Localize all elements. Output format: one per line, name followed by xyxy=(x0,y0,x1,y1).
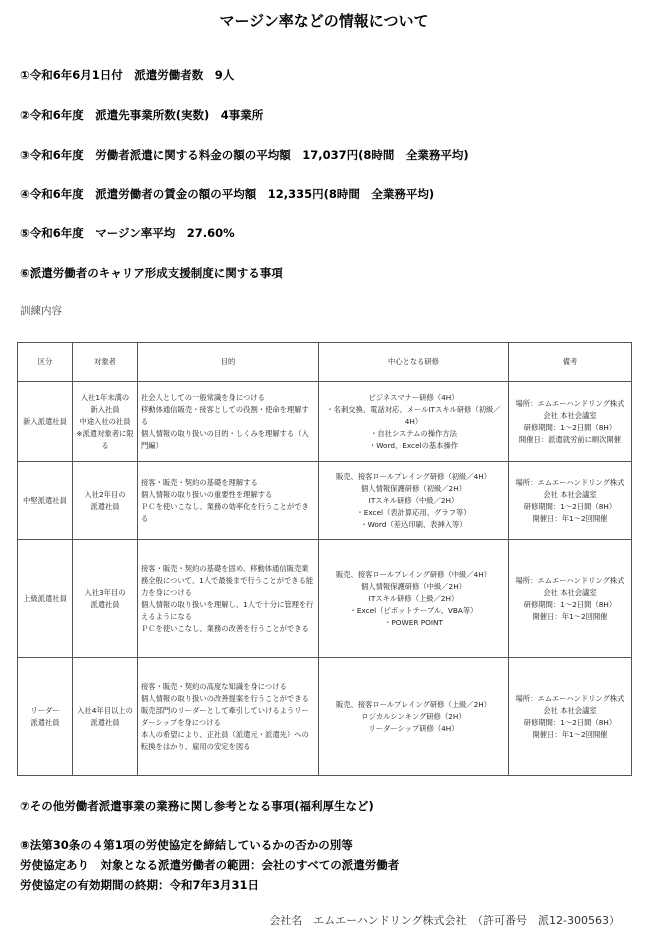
item-average-wage: ④令和6年度 派遣労働者の賃金の額の平均額 12,335円(8時間 全業務平均) xyxy=(20,187,435,201)
table-row xyxy=(18,658,632,776)
cell-target: 入社3年目の 派遣社員 xyxy=(73,540,138,658)
item-staff-count: ①令和6年6月1日付 派遣労働者数 9人 xyxy=(20,68,235,82)
training-label: 訓練内容 xyxy=(20,305,62,317)
cell-category: 新入派遣社員 xyxy=(18,382,73,462)
item-average-fee: ③令和6年度 労働者派遣に関する料金の額の平均額 17,037円(8時間 全業務平均) xyxy=(20,148,469,162)
table-row xyxy=(18,462,632,540)
item-margin-rate: ⑤令和6年度 マージン率平均 27.60% xyxy=(20,226,235,240)
cell-purpose: 接客・販売・契約の基礎を固め、移動体通信販売業務全般について、1人で最後まで行うことができる能力を身につける 個人情報の取り扱いを理解し、1人で十分に管理を行えるようになる ＰＣを使いこなし、業務の改善を行うことができる xyxy=(138,540,319,658)
cell-notes: 場所：エムエーハンドリング株式会社 本社会議室 研修期間：1～2日間（8H） 開催日：派遣就労前に順次開催 xyxy=(509,382,632,462)
header-training: 中心となる研修 xyxy=(319,343,509,382)
cell-category: 中堅派遣社員 xyxy=(18,462,73,540)
table-row xyxy=(18,382,632,462)
training-table xyxy=(17,342,632,776)
item-client-sites: ②令和6年度 派遣先事業所数(実数) 4事業所 xyxy=(20,108,264,122)
header-notes: 備考 xyxy=(509,343,632,382)
cell-target: 入社2年目の 派遣社員 xyxy=(73,462,138,540)
cell-notes: 場所：エムエーハンドリング株式会社 本社会議室 研修期間：1～2日間（8H） 開催日：年1～2回開催 xyxy=(509,540,632,658)
cell-target: 入社4年目以上の 派遣社員 xyxy=(73,658,138,776)
cell-notes: 場所：エムエーハンドリング株式会社 本社会議室 研修期間：1～2日間（8H） 開催日：年1～2回開催 xyxy=(509,658,632,776)
item-agreement-term: 労使協定の有効期間の終期：令和7年3月31日 xyxy=(20,878,260,892)
cell-purpose: 社会人としての一般常識を身につける 移動体通信販売・接客としての役割・使命を理解する 個人情報の取り扱いの目的・しくみを理解する（入門編） xyxy=(138,382,319,462)
table-row xyxy=(18,540,632,658)
item-labor-agreement: ⑧法第30条の４第1項の労使協定を締結しているかの否かの別等 xyxy=(20,838,353,852)
header-purpose: 目的 xyxy=(138,343,319,382)
item-career-support: ⑥派遣労働者のキャリア形成支援制度に関する事項 xyxy=(20,266,283,280)
header-target: 対象者 xyxy=(73,343,138,382)
header-category: 区分 xyxy=(18,343,73,382)
cell-category: 上級派遣社員 xyxy=(18,540,73,658)
cell-purpose: 接客・販売・契約の基礎を理解する 個人情報の取り扱いの重要性を理解する ＰＣを使いこなし、業務の効率化を行うことができる xyxy=(138,462,319,540)
page-title: マージン率などの情報について xyxy=(219,12,429,30)
cell-training: 販売、接客ロールプレイング研修（中級／4H） 個人情報保護研修（中級／2H） ITスキル研修（上級／2H） ・Excel（ピボットテーブル、VBA等） ・POWER POINT xyxy=(319,540,509,658)
cell-training: ビジネスマナー研修（4H） ・名刺交換、電話対応、メールITスキル研修（初級／4H） ・自社システムの操作方法 ・Word、Excelの基本操作 xyxy=(319,382,509,462)
cell-target: 入社1年未満の 新入社員 中途入社の社員 ※派遣対象者に限る xyxy=(73,382,138,462)
table-header-row xyxy=(18,343,632,382)
item-agreement-scope: 労使協定あり 対象となる派遣労働者の範囲：会社のすべての派遣労働者 xyxy=(20,858,400,872)
cell-purpose: 接客・販売・契約の高度な知識を身につける 個人情報の取り扱いの改善提案を行うことができる 販売部門のリーダーとして牽引していけるようリーダーシップを身につける 本人の希望により、正社員（派遣元・派遣先）への転換をはかり、雇用の安定を図る xyxy=(138,658,319,776)
cell-training: 販売、接客ロールプレイング研修（上級／2H） ロジカルシンキング研修（2H） リーダーシップ研修（4H） xyxy=(319,658,509,776)
cell-notes: 場所：エムエーハンドリング株式会社 本社会議室 研修期間：1～2日間（8H） 開催日：年1～2回開催 xyxy=(509,462,632,540)
cell-category: リーダー 派遣社員 xyxy=(18,658,73,776)
item-other-info: ⑦その他労働者派遣事業の業務に関し参考となる事項(福利厚生など) xyxy=(20,799,374,813)
cell-training: 販売、接客ロールプレイング研修（初級／4H） 個人情報保護研修（初級／2H） ITスキル研修（中級／2H） ・Excel（表計算応用、グラフ等） ・Word（差込印刷、表挿入等） xyxy=(319,462,509,540)
company-footer: 会社名 エムエーハンドリング株式会社 （許可番号 派12-300563） xyxy=(269,914,620,927)
